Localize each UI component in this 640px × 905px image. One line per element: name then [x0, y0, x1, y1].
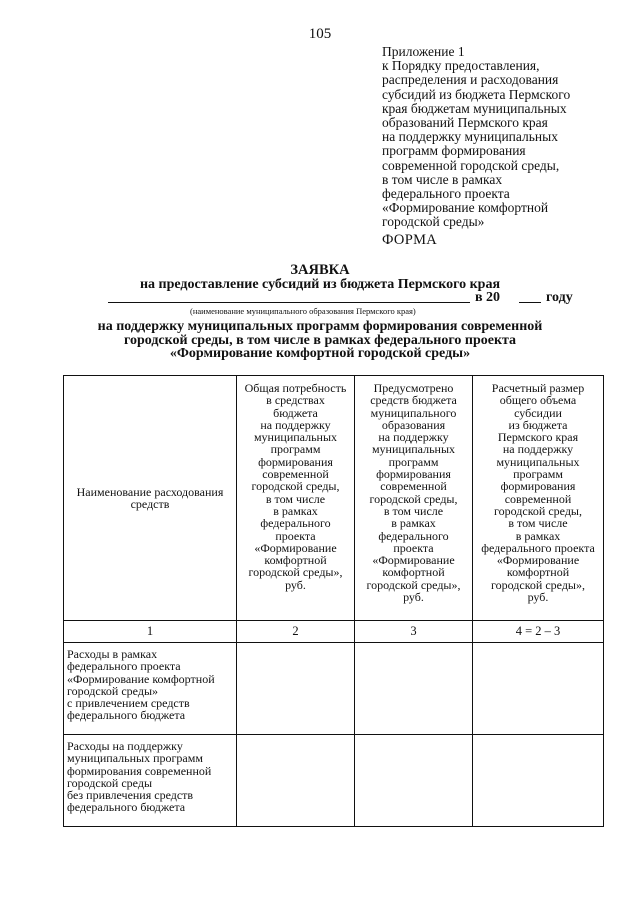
document-title: ЗАЯВКА — [290, 262, 350, 278]
value-cell[interactable] — [473, 643, 604, 735]
form-label: ФОРМА — [382, 232, 438, 248]
municipality-blank — [108, 302, 470, 303]
header-cell: Расчетный размер общего объема субсидии из бюджета Пермского края на поддержку муниципальных программ формирования современной городской среды, в том числе в рамках федерального проекта «Формирование комфортной городской среды», руб. — [473, 376, 604, 621]
appendix-line: программ формирования — [382, 143, 526, 159]
appendix-line: распределения и расходования — [382, 72, 559, 88]
purpose-line: городской среды, в том числе в рамках федерального проекта — [123, 332, 517, 348]
appendix-line: субсидий из бюджета Пермского — [382, 86, 571, 102]
municipality-hint: (наименование муниципального образования Пермского края) — [190, 306, 416, 316]
table-header-row — [64, 376, 604, 621]
document-subtitle: на предоставление субсидий из бюджета Пермского края — [139, 277, 501, 292]
municipality-year-line — [108, 290, 588, 306]
purpose-line: «Формирование комфортной городской среды» — [169, 346, 471, 361]
value-cell[interactable] — [355, 735, 473, 827]
column-number-row — [64, 621, 604, 643]
header-cell: Наименование расходования средств — [64, 376, 237, 621]
value-cell[interactable] — [237, 643, 355, 735]
appendix-line: современной городской среды, — [382, 157, 560, 173]
row-name-cell: Расходы в рамках федерального проекта «Формирование комфортной городской среды» с привлечением средств федерального бюджета — [64, 643, 237, 735]
column-number: 4 = 2 – 3 — [473, 621, 604, 643]
year-suffix: году — [546, 290, 573, 305]
table-row — [64, 735, 604, 827]
table-row — [64, 643, 604, 735]
appendix-line: в том числе в рамках — [382, 171, 503, 187]
appendix-line: края бюджетам муниципальных — [382, 100, 567, 116]
appendix-line: городской среды» — [382, 214, 485, 230]
appendix-line: «Формирование комфортной — [382, 200, 549, 216]
header-cell: Предусмотрено средств бюджета муниципального образования на поддержку муниципальных программ формирования современной городской среды, в том числе в рамках федерального проекта «Формирование комфортной городской среды», руб. — [355, 376, 473, 621]
purpose-text — [0, 320, 640, 361]
column-number: 2 — [237, 621, 355, 643]
row-name-cell: Расходы на поддержку муниципальных программ формирования современной городской среды без привлечения средств федерального бюджета — [64, 735, 237, 827]
value-cell[interactable] — [473, 735, 604, 827]
purpose-line: на поддержку муниципальных программ формирования современной — [97, 319, 543, 334]
appendix-line: образований Пермского края — [382, 115, 548, 131]
appendix-line: федерального проекта — [382, 186, 510, 202]
value-cell[interactable] — [355, 643, 473, 735]
year-blank — [519, 302, 541, 303]
appendix-line: к Порядку предоставления, — [382, 58, 540, 74]
appendix-line: Приложение 1 — [382, 44, 465, 59]
column-number: 3 — [355, 621, 473, 643]
value-cell[interactable] — [237, 735, 355, 827]
year-prefix: в 20 — [475, 290, 501, 305]
page-number: 105 — [308, 26, 332, 42]
header-cell: Общая потребность в средствах бюджета на поддержку муниципальных программ формирования современной городской среды, в том числе в рамках федерального проекта «Формирование комфортной городской среды», руб. — [237, 376, 355, 621]
subsidy-table — [63, 375, 604, 827]
appendix-block — [382, 45, 622, 230]
appendix-line: на поддержку муниципальных — [382, 129, 558, 145]
column-number: 1 — [64, 621, 237, 643]
